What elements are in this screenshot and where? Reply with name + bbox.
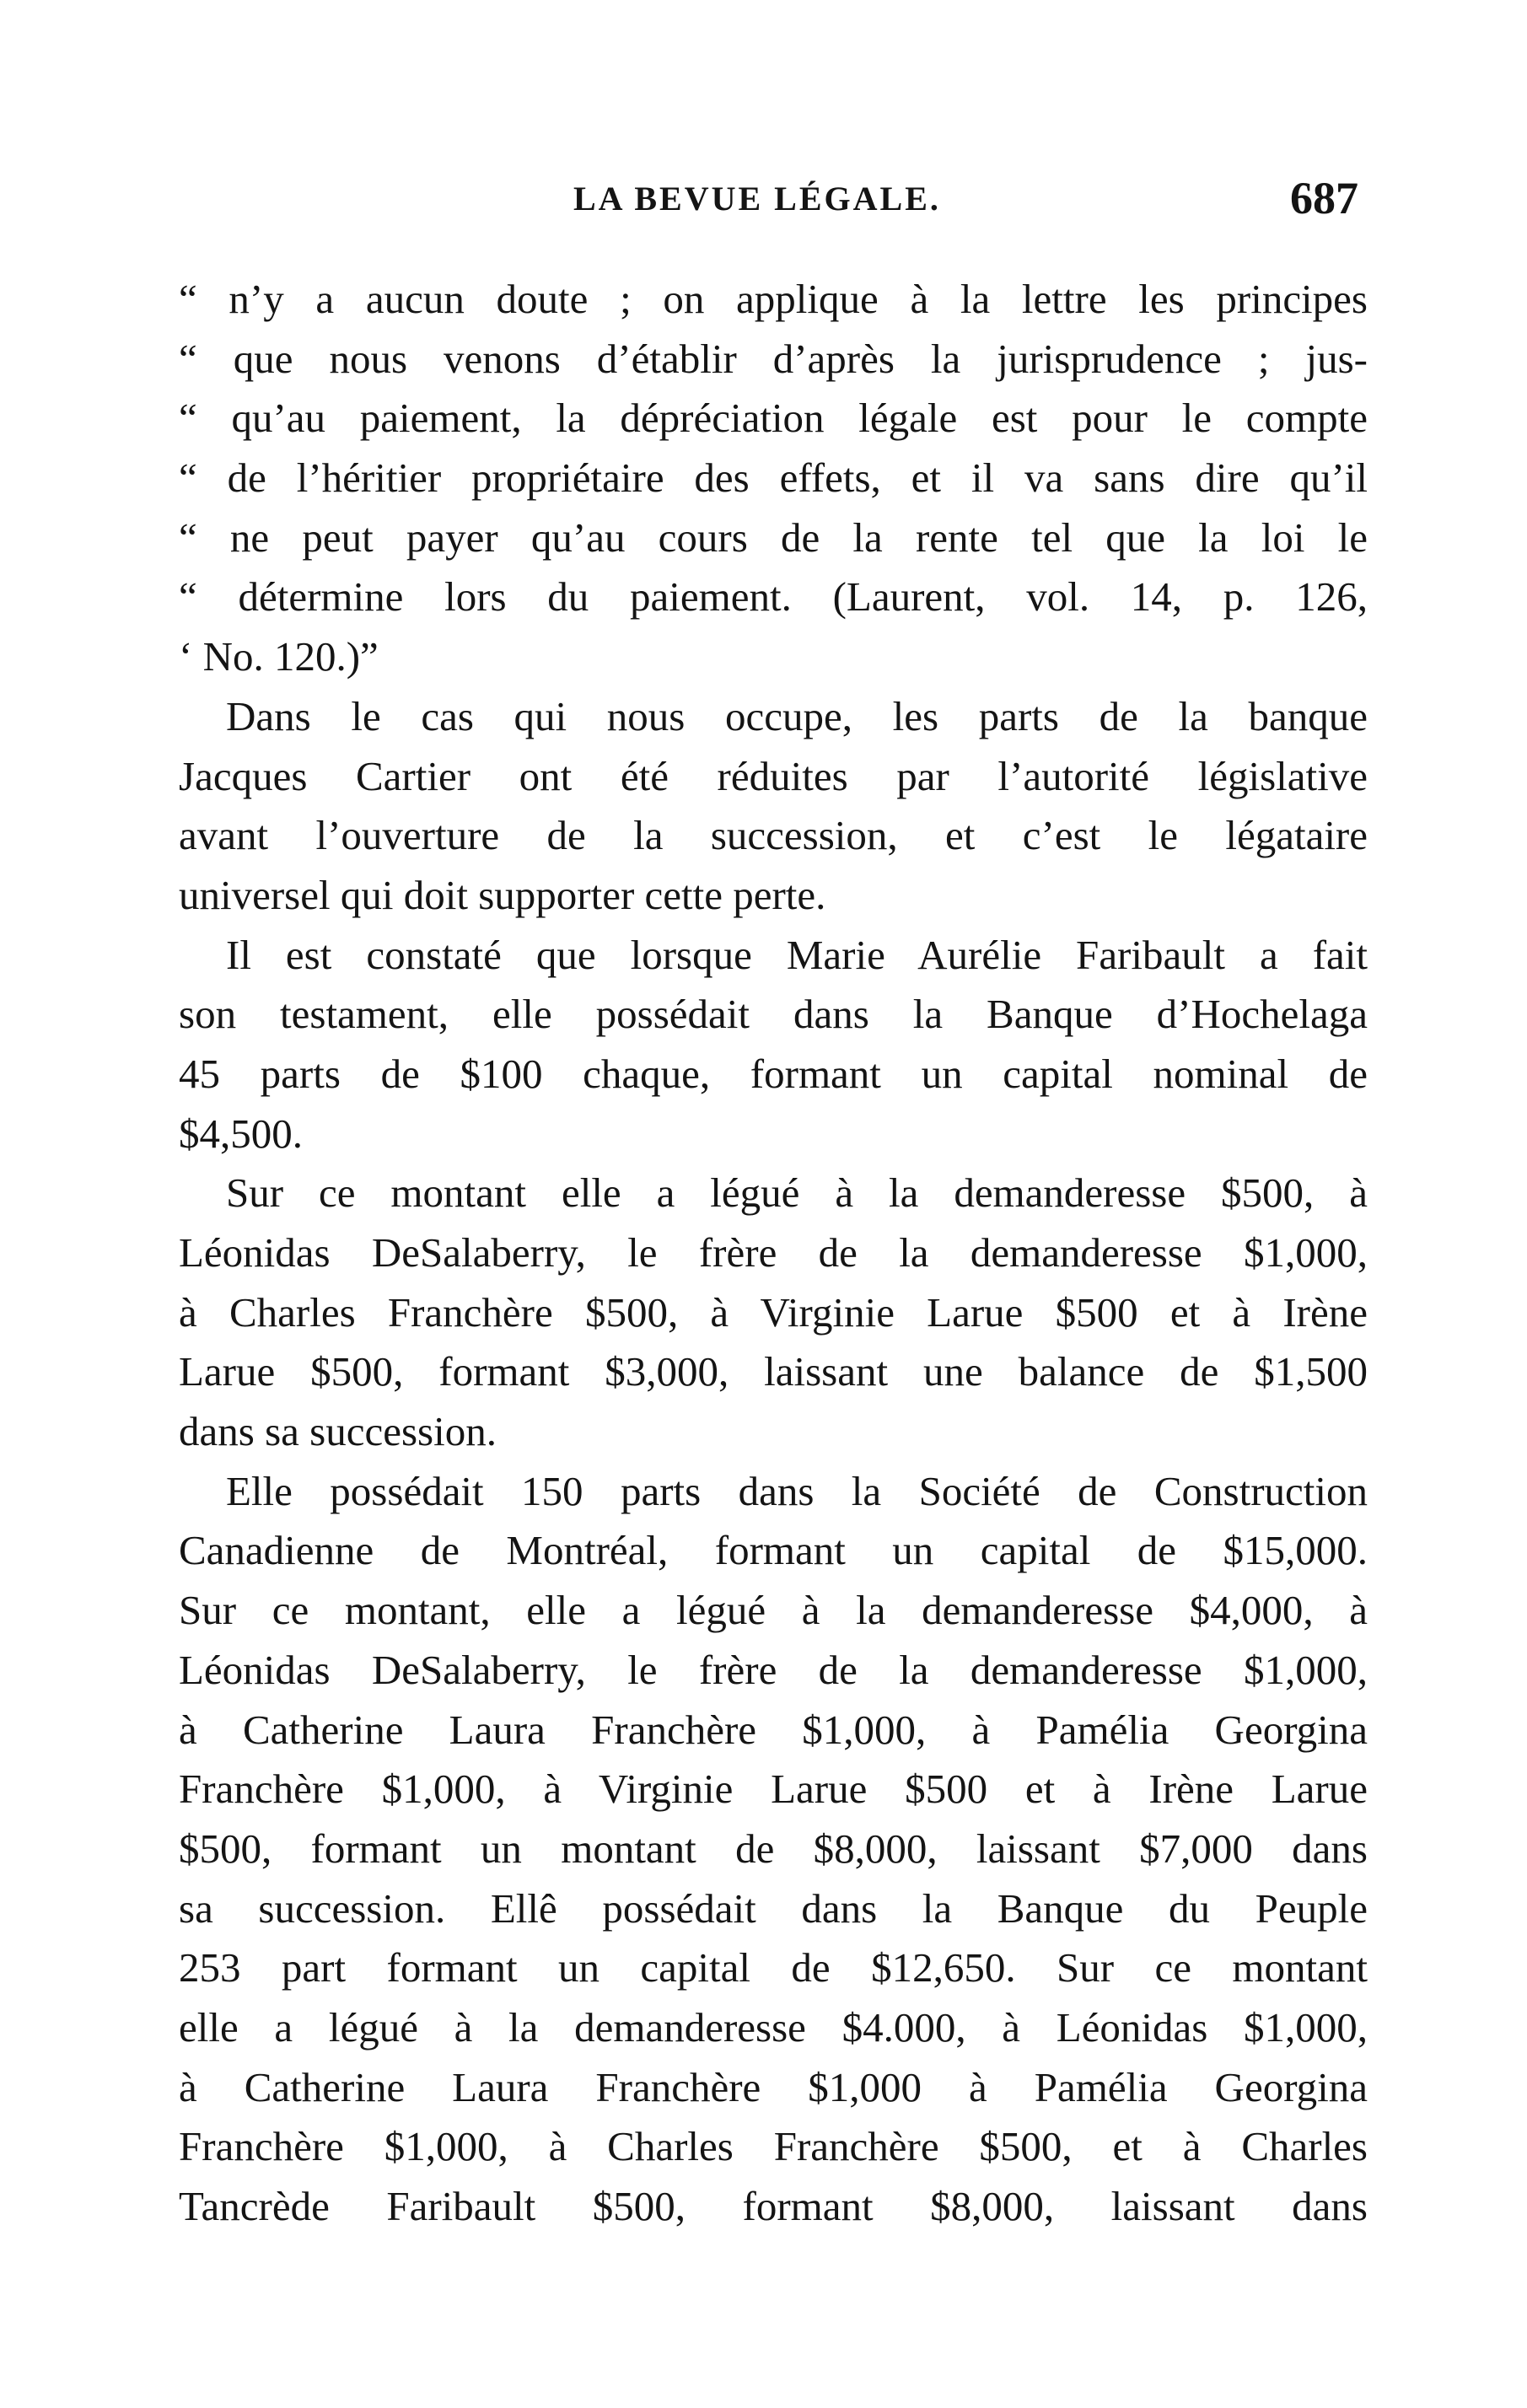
text-line: à Catherine Laura Franchère $1,000 à Pamélia Georgina (179, 2063, 1368, 2110)
text-line: $4,500. (179, 1110, 303, 1157)
text-line: Léonidas DeSalaberry, le frère de la demanderesse $1,000, (179, 1229, 1368, 1276)
text-line: à Charles Franchère $500, à Virginie Larue $500 et à Irène (179, 1288, 1368, 1336)
text-line: à Catherine Laura Franchère $1,000, à Pamélia Georgina (179, 1706, 1368, 1753)
text-line: ‘ No. 120.)” (179, 633, 379, 680)
text-line: Léonidas DeSalaberry, le frère de la demanderesse $1,000, (179, 1646, 1368, 1693)
text-line: Dans le cas qui nous occupe, les parts de la banque (226, 692, 1368, 739)
text-line: Jacques Cartier ont été réduites par l’autorité législative (179, 752, 1368, 799)
text-line: son testament, elle possédait dans la Banque d’Hochelaga (179, 991, 1368, 1038)
body-text (179, 270, 1368, 2237)
running-title: LA BEVUE LÉGALE. (573, 180, 941, 218)
text-line: sa succession. Ellê possédait dans la Banque du Peuple (179, 1884, 1368, 1932)
text-line: Sur ce montant, elle a légué à la demanderesse $4,000, à (179, 1587, 1368, 1634)
text-line: Canadienne de Montréal, formant un capital de $15,000. (179, 1527, 1368, 1574)
text-line: “ que nous venons d’établir d’après la jurisprudence ; jus- (179, 335, 1368, 382)
text-line: elle a légué à la demanderesse $4.000, à Léonidas $1,000, (179, 2003, 1368, 2051)
page-number: 687 (1290, 173, 1358, 223)
text-line: Larue $500, formant $3,000, laissant une balance de $1,500 (179, 1348, 1368, 1395)
text-line: “ ne peut payer qu’au cours de la rente tel que la loi le (179, 513, 1368, 561)
text-line: universel qui doit supporter cette perte. (179, 871, 826, 918)
text-line: 45 parts de $100 chaque, formant un capital nominal de (179, 1050, 1368, 1097)
text-line: Franchère $1,000, à Virginie Larue $500 et à Irène Larue (179, 1766, 1368, 1813)
text-line: Franchère $1,000, à Charles Franchère $500, et à Charles (179, 2123, 1368, 2170)
text-line: avant l’ouverture de la succession, et c’est le légataire (179, 812, 1368, 859)
text-line: “ n’y a aucun doute ; on applique à la lettre les principes (179, 276, 1368, 322)
text-line: Il est constaté que lorsque Marie Aurélie Faribault a fait (226, 931, 1368, 978)
text-line: 253 part formant un capital de $12,650. Sur ce montant (179, 1944, 1368, 1991)
text-line: Tancrède Faribault $500, formant $8,000, laissant dans (179, 2183, 1368, 2229)
text-line: Elle possédait 150 parts dans la Société de Construction (226, 1467, 1368, 1514)
text-line: $500, formant un montant de $8,000, laissant $7,000 dans (179, 1825, 1368, 1872)
text-line: dans sa succession. (179, 1408, 497, 1455)
text-line: “ détermine lors du paiement. (Laurent, vol. 14, p. 126, (179, 573, 1368, 621)
text-line: Sur ce montant elle a légué à la demanderesse $500, à (226, 1169, 1368, 1217)
text-line: “ qu’au paiement, la dépréciation légale est pour le compte (179, 395, 1368, 442)
text-line: “ de l’héritier propriétaire des effets, et il va sans dire qu’il (179, 454, 1368, 502)
